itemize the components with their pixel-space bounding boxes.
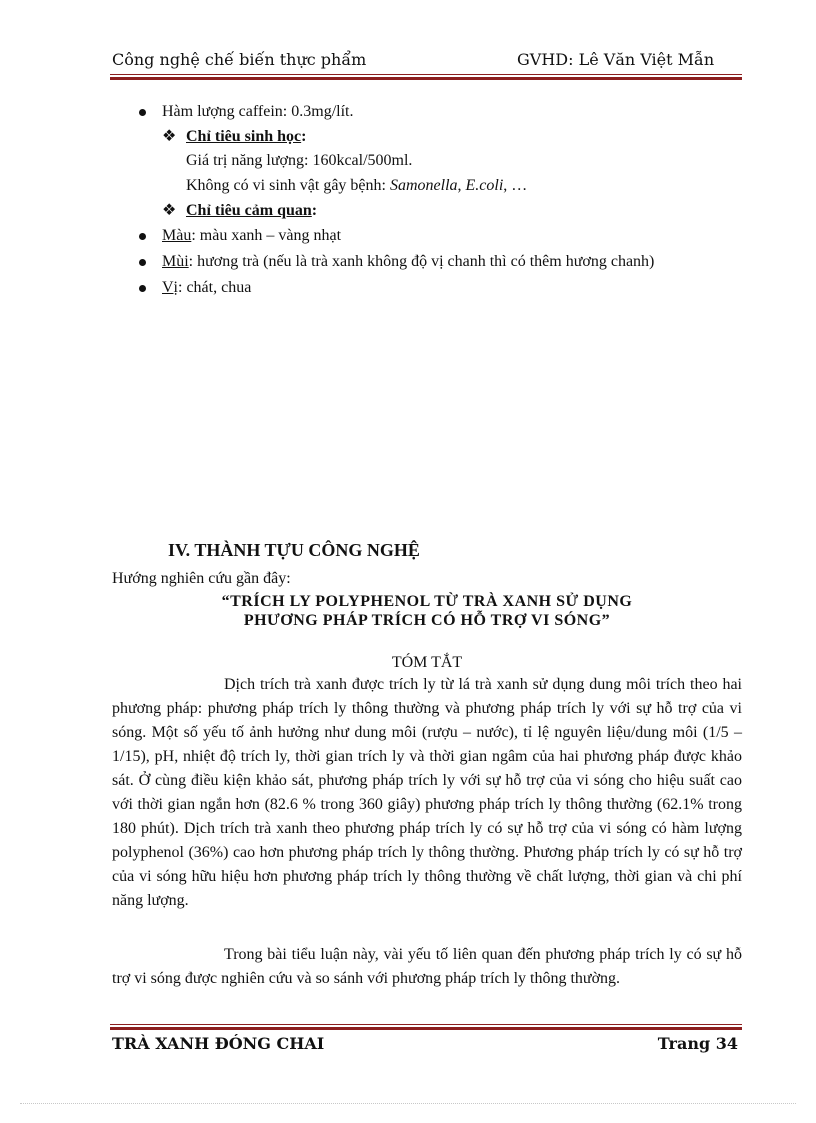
energy-value: Giá trị năng lượng: 160kcal/500ml. [186, 152, 413, 169]
page-number: Trang 34 [657, 1034, 738, 1053]
pathogen-ecoli: E.coli [465, 177, 504, 194]
pathogen-suffix: , … [503, 177, 528, 194]
smell-label: Mùi [162, 253, 189, 270]
summary-title: TÓM TẮT [391, 654, 463, 671]
bio-criteria-heading [186, 128, 306, 146]
pathogen-line [186, 177, 527, 195]
summary-paragraph-2 [112, 943, 742, 991]
bio-criteria-title: Chỉ tiêu sinh học [186, 128, 302, 145]
bio-criteria-colon: : [301, 128, 307, 145]
sensory-criteria-heading [186, 202, 317, 220]
pathogen-salmonella: Samonella [389, 177, 458, 194]
research-title-line2: PHƯƠNG PHÁP TRÍCH CÓ HỖ TRỢ VI SÓNG” [243, 612, 611, 629]
sensory-criteria-title: Chỉ tiêu cảm quan [186, 202, 312, 219]
color-item [162, 227, 341, 245]
taste-label: Vị [162, 279, 178, 296]
diamond-bullet-icon: ❖ [162, 200, 177, 219]
page-edge-divider [20, 1103, 796, 1104]
diamond-bullet-icon: ❖ [162, 126, 177, 145]
summary-paragraph-1 [112, 673, 742, 913]
color-label: Màu [162, 227, 192, 244]
footer-divider [110, 1024, 742, 1030]
caffeine-item: Hàm lượng caffein: 0.3mg/lít. [162, 103, 354, 120]
header-divider [110, 74, 742, 80]
pathogen-separator: , [457, 177, 466, 194]
color-value: : màu xanh – vàng nhạt [191, 227, 342, 244]
smell-value: : hương trà (nếu là trà xanh không độ vị chanh thì có thêm hương chanh) [188, 253, 655, 270]
taste-value: : chát, chua [178, 279, 252, 296]
pathogen-prefix: Không có vi sinh vật gây bệnh: [186, 177, 390, 194]
summary-paragraph-1-text: Dịch trích trà xanh được trích ly từ lá trà xanh sử dụng dung môi trích theo hai phương pháp: phương pháp trích ly thông thường và phương pháp trích ly với sự hỗ trợ của vi sóng. Một số yếu tố ảnh hưởng như dung môi (rượu – nước), tỉ lệ nguyên liệu/dung môi (1/5 – 1/15), pH, nhiệt độ trích ly, thời gian trích ly và thời gian ngâm của hai phương pháp được khảo sát. Ở cùng điều kiện khảo sát, phương pháp trích ly với sự hỗ trợ của vi sóng cho hiệu suất cao với thời gian ngắn hơn (82.6 % trong 360 giây) phương pháp trích ly thông thường (62.1% trong 180 phút). Dịch trích trà xanh theo phương pháp trích ly có sự hỗ trợ của vi sóng có hàm lượng polyphenol (36%) cao hơn phương pháp trích ly thông thường. Phương pháp trích ly có sự hỗ trợ của vi sóng hữu hiệu hơn phương pháp trích ly thông thường về chất lượng, thời gian và chi phí năng lượng. [112, 676, 742, 909]
section-title: IV. THÀNH TỰU CÔNG NGHỆ [168, 540, 420, 560]
bullet-icon [139, 285, 146, 292]
research-intro: Hướng nghiên cứu gần đây: [112, 570, 291, 587]
sensory-criteria-colon: : [311, 202, 318, 219]
smell-item [162, 253, 654, 271]
bullet-icon [139, 109, 146, 116]
footer-document-title: TRÀ XANH ĐÓNG CHAI [112, 1034, 325, 1053]
bullet-icon [139, 233, 146, 240]
bullet-icon [139, 259, 146, 266]
taste-item [162, 279, 251, 297]
header-course-title: Công nghệ chế biến thực phẩm [112, 50, 367, 69]
research-title-line1: “TRÍCH LY POLYPHENOL TỪ TRÀ XANH SỬ DỤNG [221, 593, 633, 610]
summary-paragraph-2-text: Trong bài tiểu luận này, vài yếu tố liên quan đến phương pháp trích ly có sự hỗ trợ vi sóng được nghiên cứu và so sánh với phương pháp trích ly thông thường. [112, 946, 742, 987]
header-instructor: GVHD: Lê Văn Việt Mẫn [517, 50, 715, 69]
